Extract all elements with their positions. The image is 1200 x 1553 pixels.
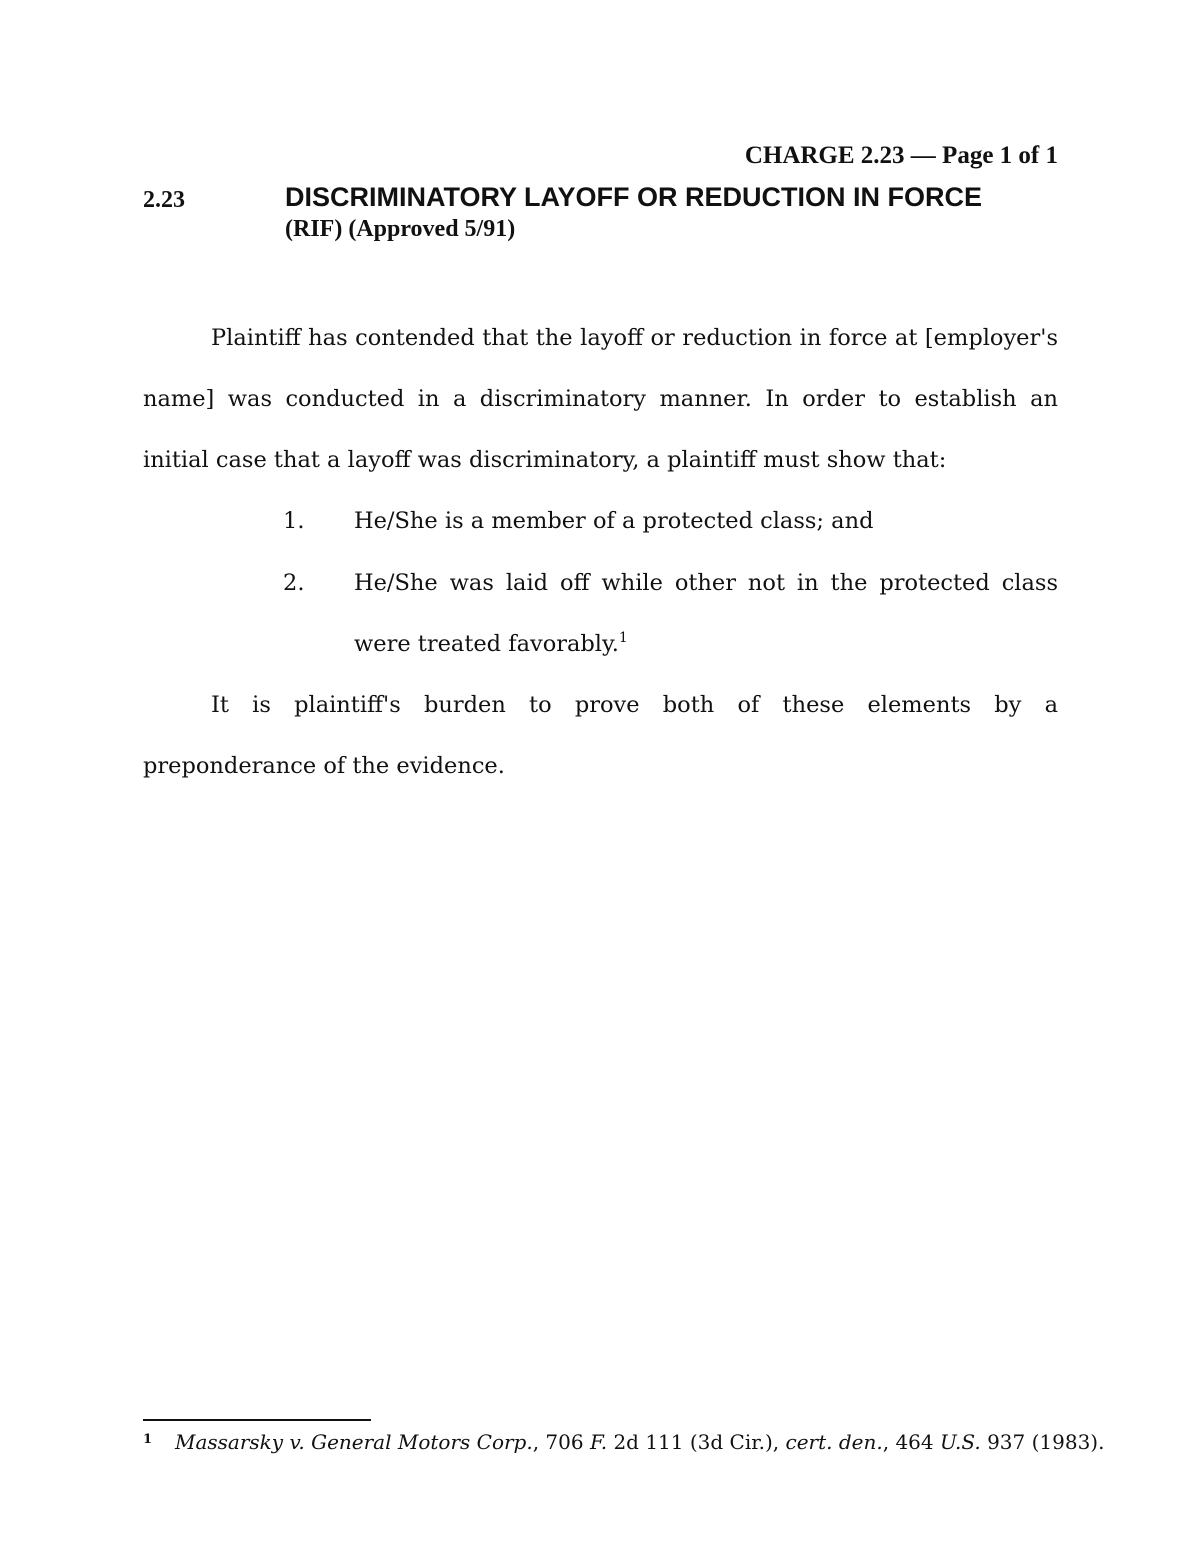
list-item-text-wrap	[354, 553, 1058, 675]
footnote-case-name: Massarsky v. General Motors Corp.	[175, 1430, 533, 1454]
page-header: CHARGE 2.23 — Page 1 of 1	[744, 142, 1058, 169]
footnote-reporter: U.S.	[939, 1430, 981, 1454]
footnote-reference[interactable]: 1	[618, 630, 628, 646]
paragraph-1	[143, 308, 1058, 491]
paragraph-2	[143, 675, 1058, 797]
list-item-number: 2.	[283, 570, 305, 596]
section-subtitle: (RIF) (Approved 5/91)	[285, 216, 516, 242]
footnote-mark: 1	[143, 1432, 153, 1447]
section-number: 2.23	[143, 187, 185, 213]
footnote-cert: cert. den.	[785, 1430, 883, 1454]
footnote-separator	[143, 1419, 371, 1421]
footnote-citation-part: 937 (1983).	[980, 1430, 1105, 1454]
footnote-reporter: F.	[589, 1430, 608, 1454]
section-title: DISCRIMINATORY LAYOFF OR REDUCTION IN FORCE	[285, 182, 983, 212]
footnote-citation-part: , 464	[882, 1430, 940, 1454]
paragraph-2-text: It is plaintiff's burden to prove both of these elements by a preponderance of the evidence.	[143, 692, 1058, 779]
list-item-text: He/She was laid off while other not in the protected class were treated favorably.	[354, 570, 1058, 657]
footnote-text	[175, 1430, 1104, 1454]
list-item-number: 1.	[283, 508, 305, 534]
footnote-citation-part: 2d 111 (3d Cir.),	[607, 1430, 786, 1454]
paragraph-1-text: Plaintiff has contended that the layoff or reduction in force at [employer's name] was conducted in a discriminatory manner. In order to establish an initial case that a layoff was discriminatory, a plaintiff must show that:	[143, 325, 1058, 473]
list-item-text: He/She is a member of a protected class; and	[354, 508, 874, 534]
footnote-citation-part: , 706	[532, 1430, 590, 1454]
